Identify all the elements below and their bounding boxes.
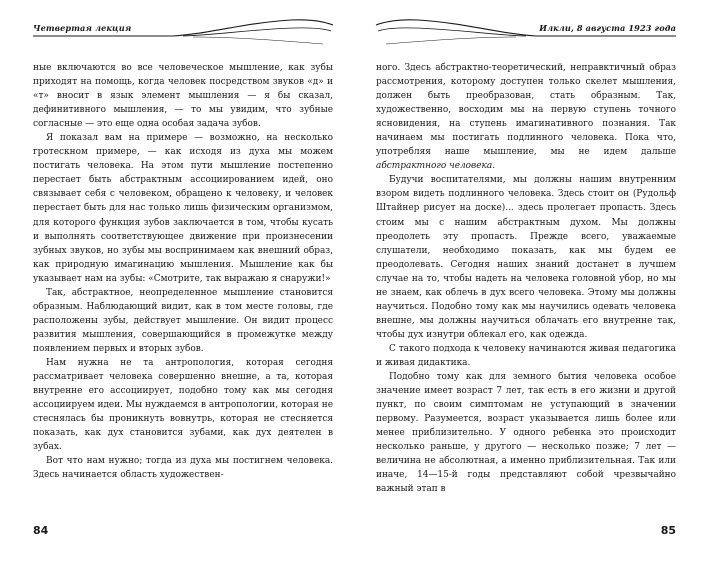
right-running-title: Илкли, 8 августа 1923 года — [539, 23, 676, 33]
paragraph: С такого подхода к человеку начинаются живая педагогика и живая дидактика. — [376, 343, 676, 368]
paragraph: Будучи воспитателями, мы должны нашим внутренним взором видеть подлинного человека. Здесь стоит он (Рудольф Штайнер рисует на доске)... здесь пролегает пропасть. Здесь стоим мы с нашим абстрактным духом. Мы должны преодолеть эту пропасть. Прежде всего, уважаемые слушатели, необходимо показать, как мы будем ее преодолевать. Сегодня наших знаний достанет в лучшем случае на то, чтобы надеть на человека головной убор, но мы не знаем, как облечь в дух всего человека. Этому мы должны научиться. Подобно тому как мы научились одевать человека внешне, мы должны научиться облачать его внутренне так, чтобы дух изнутри облекал его, как одежда. — [376, 175, 676, 340]
paragraph: Вот что нам нужно; тогда из духа мы постигнем человека. Здесь начинается область художествен- — [33, 456, 333, 481]
italic-phrase: абстрактного человека — [376, 161, 493, 172]
paragraph: Подобно тому как для земного бытия человека особое значение имеет возраст 7 лет, так есть в его жизни и другой пункт, по своим симптомам не уступающий в значении первому. Разумеется, возраст указывается лишь более или менее приблизительно. У одного ребенка это происходит несколько раньше, у другого — несколько позже; 7 лет — величина не абсолютная, а именно приблизительная. Так или иначе, 14—15-й годы представляют собой чрезвычайно важный этап в — [376, 372, 676, 495]
right-page-header — [376, 16, 676, 46]
paragraph — [376, 61, 676, 173]
paragraph: Так, абстрактное, неопределенное мышление становится образным. Наблюдающий видит, как в том месте головы, где расположены зубы, действует мышление. Он видит процесс развития мышления, совершающийся в промежутке между появлением первых и вторых зубов. — [33, 287, 333, 354]
paragraph-text-end: . — [492, 161, 496, 172]
right-page — [376, 0, 676, 567]
left-page-number: 84 — [33, 524, 49, 537]
paragraph: ные включаются во все человеческое мышление, как зубы приходят на помощь, когда человек посредством звуков «д» и «т» вносит в язык элемент мышления — я бы сказал, дефинитивного мышления, — то мы увидим, что зубные согласные — это еще одна особая задача зубов. — [33, 63, 333, 130]
right-page-number: 85 — [660, 524, 676, 537]
left-page-body — [33, 61, 333, 482]
header-swash-ornament — [33, 16, 333, 46]
left-page-header — [33, 16, 333, 46]
paragraph: Я показал вам на примере — возможно, на несколько гротескном примере, — как исходя из духа мы можем постигать человека. На этом пути мышление постепенно перестает быть абстрактным ассоциированием идей, оно связывает себя с человеком, обращено к человеку, и человек перестает быть для нас только лишь физическим организмом, для которого функция зубов заключается в том, чтобы кусать и выполнять соответствующее движение при произнесении зубных звуков, но зубы мы воспринимаем как внешний образ, как природную имагинацию мышления. Мышление как бы указывает нам на зубы: «Смотрите, так выражаю я снаружи!» — [33, 133, 333, 284]
right-page-body — [376, 61, 676, 496]
left-page — [33, 0, 333, 567]
paragraph-text: ного. Здесь абстрактно-теоретический, неправктичный образ рассмотрения, которому доступен только скелет мышления, должен быть преобразован, стать образным. Так, художественно, восходим мы на первую ступень точного ясновидения, на ступень имагинативного познания. Так начинаем мы постигать подлинного человека. Пока что, употребляя наше мышление, мы не идем дальше — [376, 63, 676, 158]
paragraph: Нам нужна не та антропология, которая сегодня рассматривает человека совершенно внешне, а та, которая внутренне его ассоциирует, подобно тому как мы сегодня ассоциируем идеи. Мы нуждаемся в антропологии, которая не стеснялась бы проникнуть вовнутрь, которая не стесняется показать, как дух становится зубами, как дух деятелен в зубах. — [33, 357, 333, 453]
left-running-title: Четвертая лекция — [33, 23, 132, 33]
